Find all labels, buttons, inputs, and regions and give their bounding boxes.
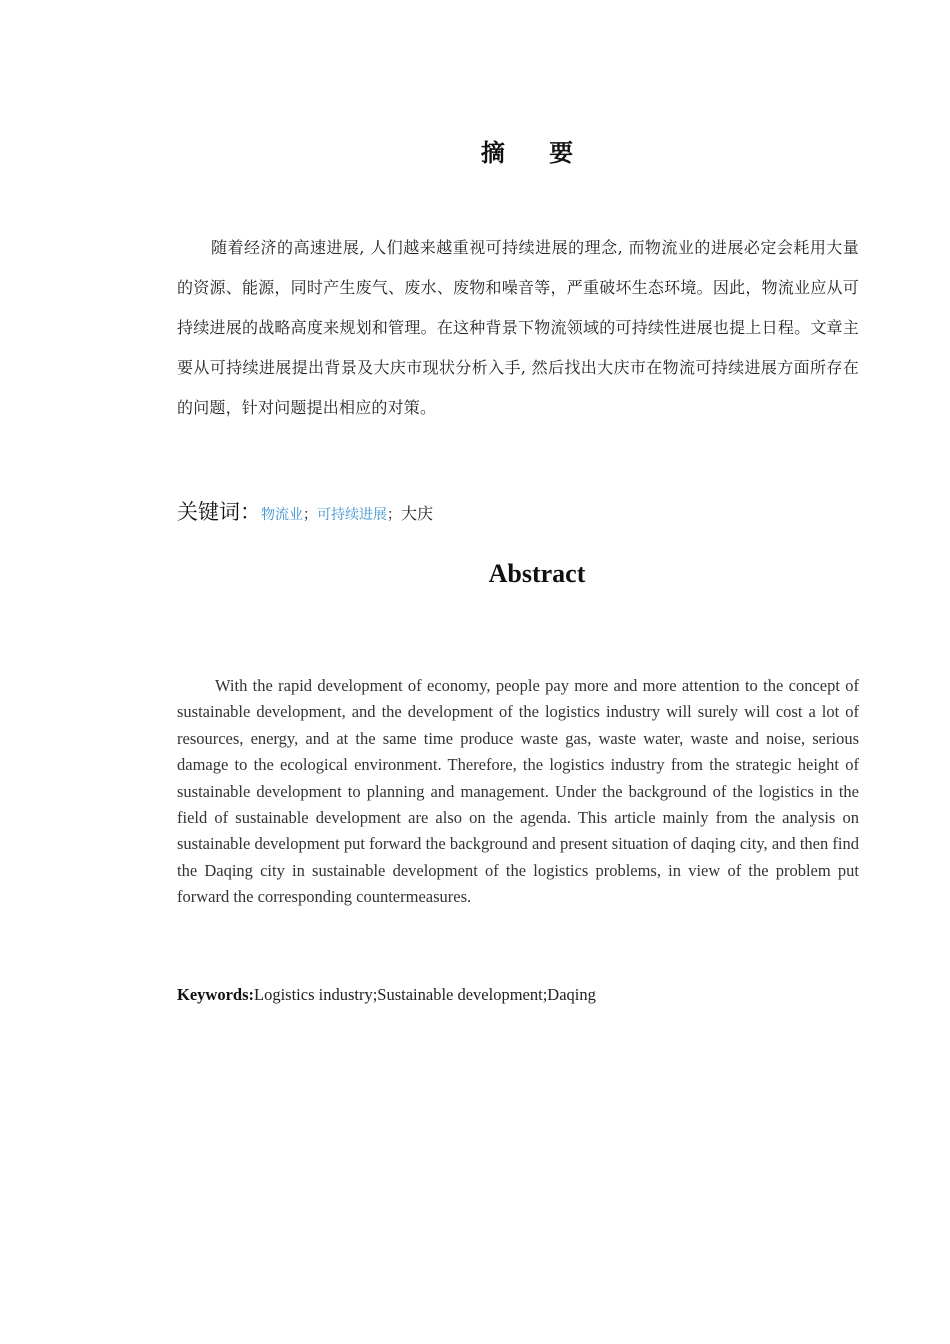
keyword-link-sustainable[interactable]: 可持续进展 [317,507,387,523]
chinese-keywords-label: 关键词： [177,500,261,524]
english-keywords-label: Keywords: [177,985,254,1004]
chinese-abstract-title: 摘 要 [480,139,592,167]
chinese-abstract-body: 随着经济的高速进展, 人们越来越重视可持续进展的理念, 而物流业的进展必定会耗用大量的资源、能源，同时产生废气、废水、废物和噪音等，严重破坏生态环境。因此，物流业应从可持续进展的战略高度来规划和管理。在这种背景下物流领域的可持续性进展也提上日程。文章主要从可持续进展提出背景及大庆市现状分析入手, 然后找出大庆市在物流可持续进展方面所存在的问题，针对问题提出相应的对策。 [177,238,859,417]
keyword-separator: ； [303,507,317,523]
english-keywords-line [177,985,859,1005]
english-abstract-body: With the rapid development of economy, people pay more and more attention to the concept of sustainable development, and the development of the logistics industry will surely will cost a lot of resources, energy, and at the same time produce waste gas, waste water, waste and noise, serious damage to the ecological environment. Therefore, the logistics industry from the strategic height of sustainable development to planning and management. Under the background of the logistics in the field of sustainable development are also on the agenda. This article mainly from the analysis on sustainable development put forward the background and present situation of daqing city, and then find the Daqing city in sustainable development of the logistics problems, in view of the problem put forward the corresponding countermeasures. [177,676,859,907]
keyword-separator: ； [387,507,401,523]
keyword-daqing: 大庆 [401,504,434,523]
english-abstract-title: Abstract [488,559,586,588]
keyword-link-logistics[interactable]: 物流业 [261,507,303,523]
english-keywords-text: Logistics industry;Sustainable development;Daqing [254,985,596,1004]
chinese-keywords-line [177,496,859,526]
